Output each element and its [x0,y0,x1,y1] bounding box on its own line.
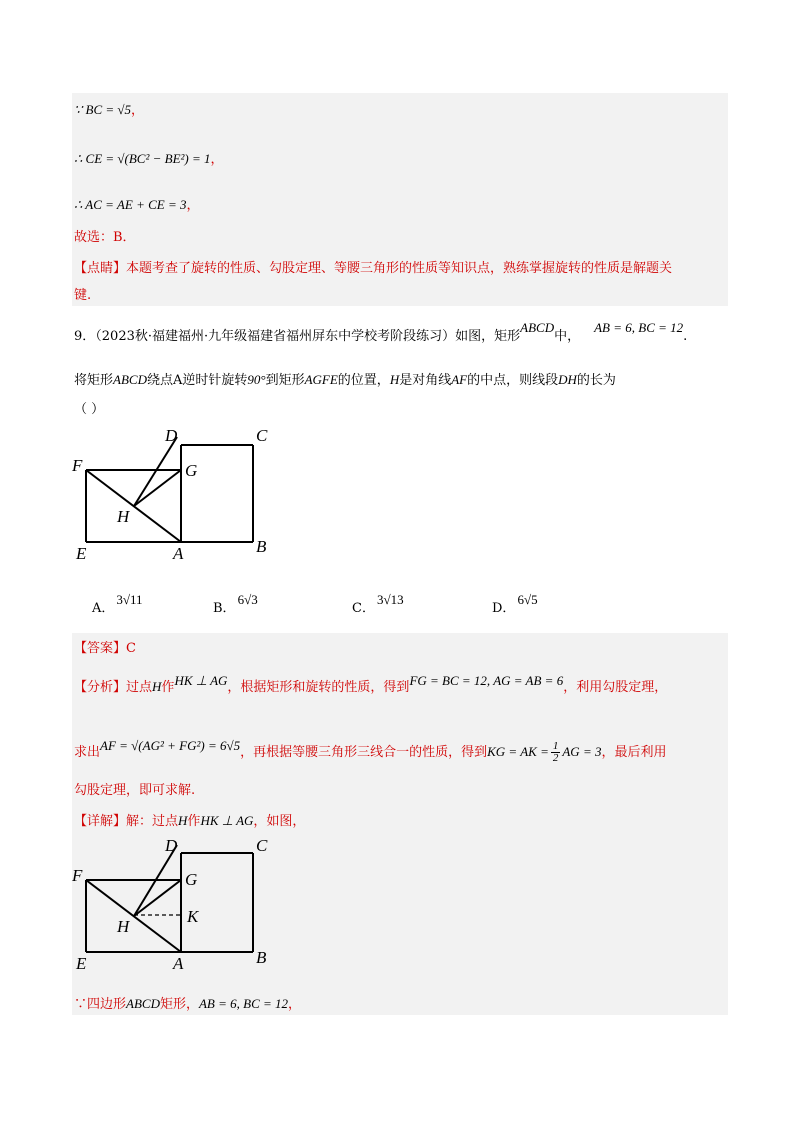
label-C: C [256,426,268,445]
label-A: A [173,954,184,973]
choice-line: 故选：B． [74,230,136,245]
option-d[interactable]: D．6√5 [492,592,538,616]
comment-line-2: 键. [74,288,92,303]
figure-1 [70,425,290,560]
label-K: K [187,907,199,926]
analysis-line-3: 勾股定理，即可求解. [74,783,196,798]
last-line: ∵四边形ABCD矩形，AB = 6, BC = 12， [74,996,302,1012]
label-F: F [72,866,83,885]
label-E: E [76,954,87,973]
solution-line-1: ∵ BC = √5， [74,102,145,117]
option-c[interactable]: C．3√13 [352,592,404,616]
label-D: D [165,426,178,445]
comment-line-1: 【点睛】本题考查了旋转的性质、勾股定理、等腰三角形的性质等知识点，熟练掌握旋转的性质是解题关 [74,261,673,276]
figure-2 [70,835,290,975]
option-a[interactable]: A．3√11 [92,592,143,616]
solution-line-3: ∴ AC = AE + CE = 3， [74,197,200,212]
label-A: A [173,544,184,560]
analysis-line-2: 求出AF = √(AG² + FG²) = 6√5，再根据等腰三角形三线合一的性质，得到KG = AK = $\frac{1}{2}$ AG = 3，最后利用 [74,738,667,764]
label-G: G [185,461,198,480]
answer-line: 【答案】C [74,641,136,656]
label-H: H [117,507,130,526]
label-F: F [72,456,83,475]
label-G: G [185,870,198,889]
solution-line-2: ∴ CE = √(BC² − BE²) = 1， [74,151,224,166]
fraction-half: $\frac{1}{2}$ [552,740,559,764]
label-C: C [256,836,268,855]
label-B: B [256,537,267,556]
analysis-line-1: 【分析】过点H作HK ⊥ AG，根据矩形和旋转的性质，得到FG = BC = 12, AG = AB = 6，利用勾股定理， [74,673,668,695]
option-b[interactable]: B．6√3 [213,592,258,616]
question-line-1: 9．（2023秋·福建福州·九年级福建省福州屏东中学校考阶段练习）如图，矩形ABCD中，AB = 6, BC = 12. [74,320,688,344]
label-H: H [117,917,130,936]
label-B: B [256,948,267,967]
detail-line: 【详解】解：过点H作HK ⊥ AG，如图， [74,813,306,829]
question-paren: （ ） [74,402,105,417]
label-D: D [165,836,178,855]
label-E: E [76,544,87,560]
question-line-2: 将矩形ABCD绕点A逆时针旋转90°到矩形AGFE的位置，H是对角线AF的中点，则线段DH的长为 [74,372,616,388]
